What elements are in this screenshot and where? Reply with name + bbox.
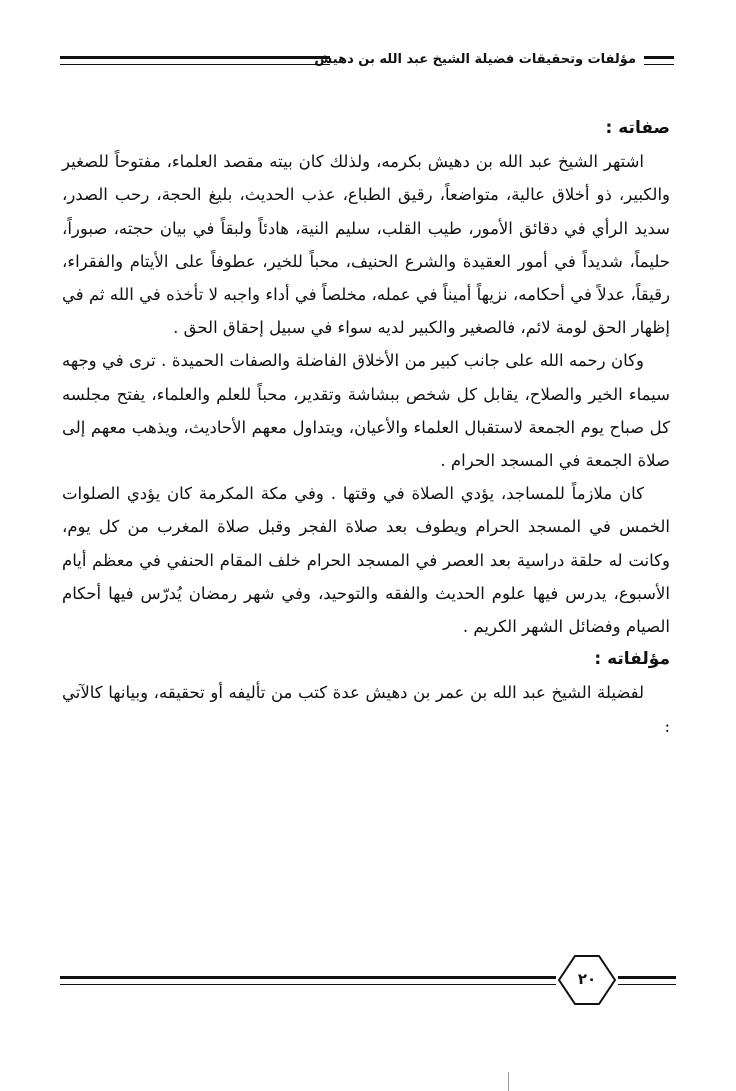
header-rule-right <box>644 56 674 65</box>
footer-rule-right <box>618 976 676 985</box>
running-header-title: مؤلفات وتحقيقات فضيلة الشيخ عبد الله بن دهيش <box>314 52 636 67</box>
section-heading-traits: صفاته : <box>605 118 670 138</box>
paragraph-traits-2: وكان رحمه الله على جانب كبير من الأخلاق الفاضلة والصفات الحميدة . ترى في وجهه سيماء الخير والصلاح، يقابل كل شخص ببشاشة وتقدير، محباً للعلم والعلماء، يفتح مجلسه كل صباح يوم الجمعة لاستقبال العلماء والأعيان، ويتداول معهم الأحاديث، ويذهب معهم إلى صلاة الجمعة في المسجد الحرام . <box>62 351 670 471</box>
section-heading-works: مؤلفاته : <box>594 649 670 670</box>
page-body <box>62 112 670 743</box>
header-rule-left <box>60 56 330 65</box>
footer-rule-left <box>60 976 556 985</box>
paragraph-traits-3: كان ملازماً للمساجد، يؤدي الصلاة في وقتها . وفي مكة المكرمة كان يؤدي الصلوات الخمس في المسجد الحرام ويطوف بعد صلاة الفجر وقبل صلاة المغرب من كل يوم، وكانت له حلقة دراسية بعد العصر في المسجد الحرام خلف المقام الحنفي في معظم أيام الأسبوع، يدرس فيها علوم الحديث والفقه والتوحيد، وفي شهر رمضان يُدرّس فيها أحكام الصيام وفضائل الشهر الكريم . <box>62 484 670 637</box>
scan-gutter-mark <box>508 1072 509 1091</box>
paragraph-works-1: لفضيلة الشيخ عبد الله بن عمر بن دهيش عدة كتب من تأليفه أو تحقيقه، وبيانها كالآتي : <box>62 683 670 736</box>
page-number: ٢٠ <box>577 970 597 988</box>
paragraph-traits-1: اشتهر الشيخ عبد الله بن دهيش بكرمه، ولذلك كان بيته مقصد العلماء، مفتوحاً للصغير والكبير، ذو أخلاق عالية، متواضعاً، رقيق الطباع، عذب الحديث، بليغ الحجة، رحب الصدر، سديد الرأي في دقائق الأمور، طيب القلب، سليم النية، هادئاً ولبقاً في بيان حجته، صبوراً، حليماً، شديداً في أمور العقيدة والشرع الحنيف، محباً للخير، عطوفاً على الأيتام والفقراء، رقيقاً، عدلاً في أحكامه، نزيهاً أميناً في عمله، مخلصاً في أداء واجبه لا تأخذه في الله ثم في إظهار الحق لومة لائم، فالصغير والكبير لديه سواء في سبيل إحقاق الحق . <box>62 152 670 338</box>
